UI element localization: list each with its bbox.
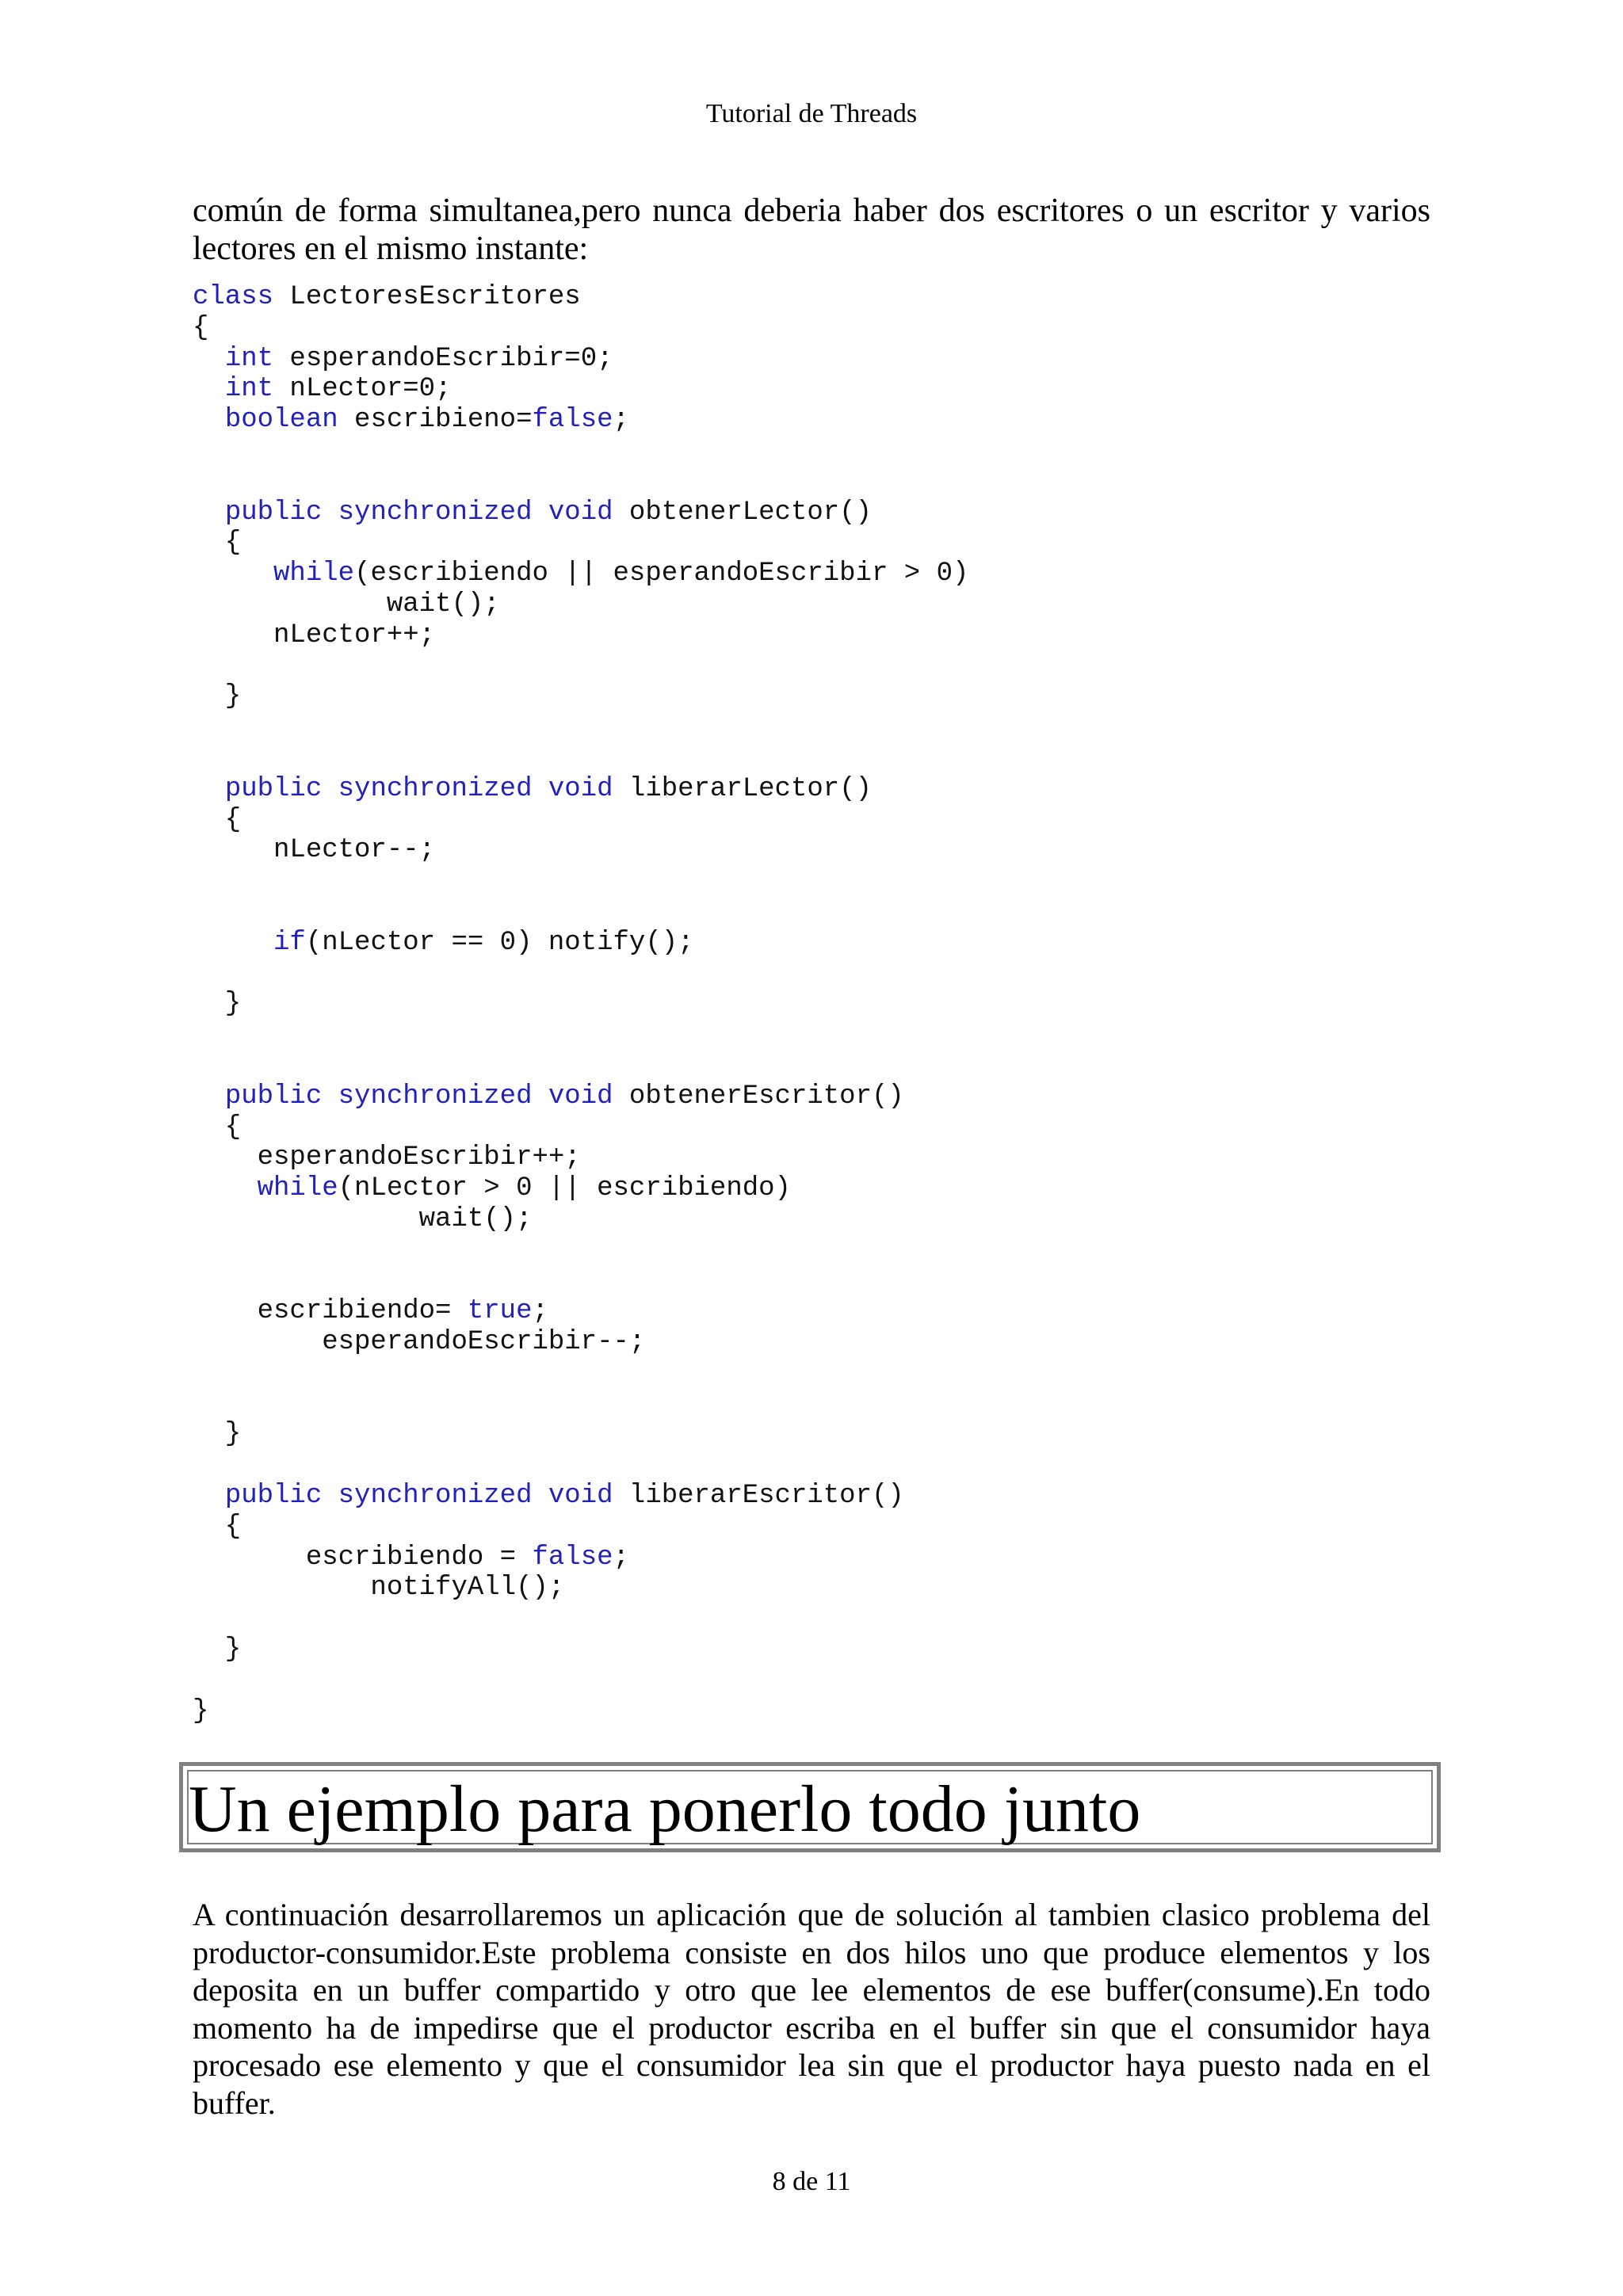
code-text (193, 344, 225, 374)
code-text (193, 559, 273, 589)
code-text (193, 1481, 225, 1511)
code-text: liberarLector() (613, 773, 872, 804)
code-text: liberarEscritor() (613, 1481, 904, 1512)
code-text (193, 498, 225, 528)
code-text (532, 1081, 548, 1112)
code-keyword: public (224, 773, 323, 804)
code-line (193, 1358, 968, 1389)
code-line (193, 743, 968, 774)
code-keyword: synchronized (338, 1081, 533, 1112)
code-text: { (193, 1511, 242, 1542)
code-text: ; (613, 405, 629, 436)
code-keyword: class (193, 282, 274, 312)
code-text: { (193, 528, 242, 559)
code-line (193, 1512, 968, 1543)
code-line (193, 1327, 968, 1358)
code-line (193, 651, 968, 682)
code-line (193, 959, 968, 990)
code-text (322, 498, 338, 528)
code-text (322, 1481, 338, 1511)
section-heading: Un ejemplo para ponerlo todo junto (189, 1772, 1141, 1846)
code-line (193, 1142, 968, 1173)
code-keyword: public (224, 497, 323, 528)
code-line (193, 282, 968, 313)
code-line (193, 1081, 968, 1112)
code-text (193, 774, 225, 804)
code-text: } (193, 1419, 242, 1450)
code-line (193, 589, 968, 620)
code-line (193, 989, 968, 1020)
code-text: } (193, 1634, 242, 1665)
code-text: { (193, 804, 242, 835)
code-line (193, 620, 968, 651)
code-line (193, 1112, 968, 1143)
code-text: } (193, 681, 242, 712)
code-text: { (193, 312, 209, 343)
code-line (193, 1389, 968, 1420)
code-text: obtenerLector() (613, 497, 872, 528)
code-line (193, 774, 968, 805)
code-text (532, 774, 548, 804)
code-line (193, 498, 968, 528)
code-text: escribieno= (338, 405, 533, 436)
code-text: escribiendo = (193, 1542, 533, 1573)
code-line (193, 1266, 968, 1297)
page-footer: 8 de 11 (772, 2167, 851, 2196)
code-text: nLector=0; (273, 374, 452, 405)
code-keyword: true (467, 1296, 533, 1327)
code-line (193, 1481, 968, 1512)
code-line (193, 344, 968, 375)
code-keyword: if (273, 927, 306, 958)
code-text (532, 1481, 548, 1511)
code-keyword: void (548, 497, 613, 528)
code-keyword: void (548, 1481, 613, 1512)
code-line (193, 1173, 968, 1204)
code-keyword: boolean (224, 405, 338, 436)
code-text: esperandoEscribir--; (193, 1327, 646, 1358)
code-text (193, 374, 225, 404)
code-line (193, 1051, 968, 1081)
code-line (193, 467, 968, 498)
code-text (322, 774, 338, 804)
code-line (193, 559, 968, 589)
code-keyword: synchronized (338, 773, 533, 804)
code-line (193, 1543, 968, 1573)
code-text: { (193, 1112, 242, 1142)
code-text: notifyAll(); (193, 1573, 565, 1604)
code-text: wait(); (193, 1203, 533, 1234)
code-text: } (193, 989, 242, 1020)
code-text: wait(); (193, 589, 500, 620)
code-keyword: while (273, 559, 355, 589)
code-text (322, 1081, 338, 1112)
code-text: (nLector > 0 || escribiendo) (338, 1173, 791, 1204)
code-line (193, 528, 968, 559)
code-line (193, 866, 968, 897)
code-line (193, 835, 968, 866)
code-line (193, 374, 968, 405)
code-keyword: false (532, 405, 613, 436)
code-text (532, 498, 548, 528)
code-line (193, 712, 968, 743)
code-keyword: void (548, 773, 613, 804)
code-keyword: false (532, 1542, 613, 1573)
code-line (193, 1634, 968, 1665)
code-text: nLector++; (193, 620, 436, 650)
code-text: } (193, 1695, 209, 1726)
code-text: LectoresEscritores (273, 282, 581, 312)
code-line (193, 681, 968, 712)
code-line (193, 805, 968, 836)
code-keyword: synchronized (338, 497, 533, 528)
code-line (193, 405, 968, 436)
code-text (193, 928, 273, 958)
code-keyword: public (224, 1481, 323, 1512)
code-text: (escribiendo || esperandoEscribir > 0) (354, 559, 969, 589)
code-line (193, 1604, 968, 1634)
code-line (193, 1696, 968, 1727)
code-line (193, 928, 968, 959)
code-line (193, 1419, 968, 1450)
code-line (193, 1450, 968, 1481)
body-paragraph: A continuación desarrollaremos un aplicación que de solución al tambien clasico problema del productor-consumidor.Este problema consiste en dos hilos uno que produce elementos y los deposita en un buffer compartido y otro que lee elementos de ese buffer(consume).En todo momento ha de impedirse que el productor escriba en el buffer sin que el consumidor haya procesado ese elemento y que el consumidor lea sin que el productor haya puesto nada en el buffer. (193, 1897, 1430, 2121)
code-line (193, 1235, 968, 1266)
code-keyword: void (548, 1081, 613, 1112)
code-line (193, 1573, 968, 1604)
code-line (193, 897, 968, 928)
code-keyword: public (224, 1081, 323, 1112)
code-keyword: synchronized (338, 1481, 533, 1512)
code-text: ; (613, 1542, 629, 1573)
code-text: nLector--; (193, 835, 436, 866)
code-line (193, 436, 968, 467)
code-text (193, 1081, 225, 1112)
code-keyword: while (257, 1173, 338, 1204)
code-text: escribiendo= (193, 1296, 468, 1327)
code-text (193, 405, 225, 435)
intro-paragraph: común de forma simultanea,pero nunca deberia haber dos escritores o un escritor y varios lectores en el mismo instante: (193, 193, 1430, 267)
code-text: ; (532, 1296, 548, 1327)
code-text: esperandoEscribir=0; (273, 343, 613, 374)
code-text: esperandoEscribir++; (193, 1142, 581, 1173)
code-block (193, 282, 968, 1726)
code-keyword: int (224, 343, 274, 374)
code-line (193, 1665, 968, 1696)
code-line (193, 313, 968, 344)
code-text (193, 1173, 258, 1203)
code-text: obtenerEscritor() (613, 1081, 904, 1112)
code-line (193, 1296, 968, 1327)
code-text: (nLector == 0) notify(); (305, 927, 694, 958)
page-header: Tutorial de Threads (705, 99, 918, 128)
code-keyword: int (224, 374, 274, 405)
code-line (193, 1020, 968, 1051)
code-line (193, 1204, 968, 1235)
